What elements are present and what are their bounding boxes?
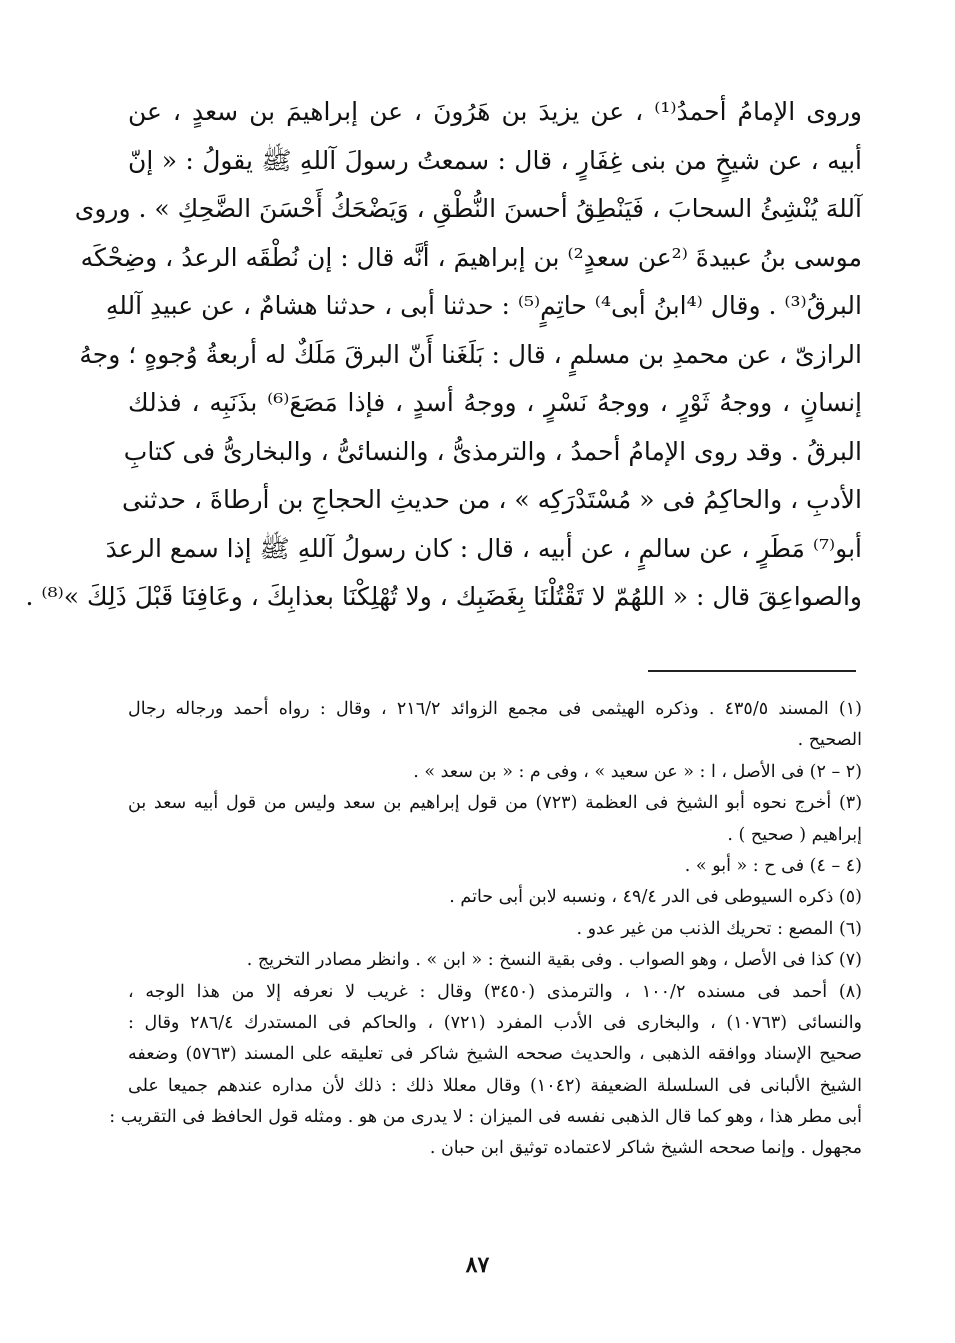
footnotes-block: [109, 694, 863, 1165]
footnote-line: والنسائى (١٠٧٦٣) ، والبخارى فى الأدب المفرد (٧٢١) ، والحاكم فى المستدرك ٢٨٦/٤ وقال :: [128, 1012, 863, 1033]
main-text-block: [25, 88, 862, 622]
footnote-line: (٢ – ٢) فى الأصل ، ا : « عن سعيد » ، وفى م : « بن سعد » .: [413, 761, 862, 782]
footnote-line: (١) المسند ٤٣٥/٥ . وذكره الهيثمى فى مجمع الزوائد ٢١٦/٢ ، وقال : رواه أحمد ورجاله رجال: [128, 699, 862, 719]
page-number: ٨٧: [465, 1252, 490, 1278]
main-text-line: البرقُ⁽³⁾ . وقال ⁽⁴ابنُ أبى⁴⁾ حاتِمٍ⁽⁵⁾ : حدثنا أبى ، حدثنا هشامٌ ، عن عبيدِ آللهِ: [105, 291, 862, 320]
footnote-line: الصحيح .: [797, 730, 862, 751]
main-text-line: والصواعِقَ قال : « اللهُمّ لا تَقْتُلْنَا بِغَضَبِك ، ولا تُهْلِكْنَا بعذابِكَ ، وعَافِنَا قَبْلَ ذَلِكَ »⁽⁸⁾ .: [25, 582, 862, 611]
main-text-line: البرقُ . وقد روى الإمامُ أحمدُ ، والترمذىُّ ، والنسائىُّ ، والبخارىُّ فى كتابِ: [123, 436, 862, 466]
footnote-divider: [648, 670, 856, 672]
main-text-line: موسى بنُ عبيدةَ ⁽²عن سعدٍ²⁾ بن إبراهيمَ ، أنَّه قال : إن نُطْقَه الرعدُ ، وضِحْكَه: [80, 242, 862, 272]
main-text-line: آللهَ يُنْشِئُ السحابَ ، فَيَنْطِقُ أحسنَ النُّطْقِ ، وَيَضْحَكُ أَحْسَنَ الضَّحِكِ » . وروى: [74, 194, 862, 223]
footnote-line: (٨) أحمد فى مسنده ١٠٠/٢ ، والترمذى (٣٤٥٠) وقال : غريب لا نعرفه إلا من هذا الوجه ،: [128, 981, 862, 1002]
footnote-line: صحيح الإسناد ووافقه الذهبى ، والحديث صححه الشيخ شاكر فى تعليقه على المسند (٥٧٦٣) وضعفه: [128, 1044, 862, 1065]
footnote-line: إبراهيم ( صحيح ) .: [727, 824, 862, 845]
footnote-line: (٣) أخرج نحوه أبو الشيخ فى العظمة (٧٢٣) من قول إبراهيم بن سعد وليس من قول أبيه سعد بن: [128, 793, 863, 814]
main-text-line: أبيه ، عن شيخٍ من بنى غِفَارٍ ، قال : سمعتُ رسولَ آللهِ ﷺ يقولُ : « إنّ: [128, 145, 862, 175]
footnote-line: (٧) كذا فى الأصل ، وهو الصواب . وفى بقية النسخ : « ابن » . وانظر مصادر التخريج .: [246, 950, 862, 971]
main-text-line: أبو⁽⁷⁾ مَطَرٍ ، عن سالمٍ ، عن أبيه ، قال : كان رسولُ آللهِ ﷺ إذا سمع الرعدَ: [105, 533, 862, 563]
footnote-line: (٦) المصع : تحريك الذنب من غير عدو .: [576, 918, 862, 939]
main-text-line: الرازىّ ، عن محمدِ بن مسلمٍ ، قال : بَلَغَنا أَنّ البرقَ مَلَكٌ له أربعةُ وُجوهٍ ؛ وجهُ: [79, 339, 862, 369]
footnote-line: (٥) ذكره السيوطى فى الدر ٤٩/٤ ، ونسبه لابن أبى حاتم .: [449, 887, 862, 908]
footnote-line: مجهول . وإنما صححه الشيخ شاكر لاعتماده توثيق ابن حبان .: [429, 1138, 862, 1159]
footnote-line: (٤ – ٤) فى ح : « أبو » .: [684, 855, 862, 876]
footnote-line: الشيخ الألبانى فى السلسلة الضعيفة (١٠٤٢) وقال معللا ذلك : ذلك لأن مداره عندهم جميعا على: [128, 1075, 862, 1096]
footnote-line: أبى مطر هذا ، وهو كما قال الذهبى نفسه فى الميزان : لا يدرى من هو . ومثله قول الحافظ فى التقريب :: [109, 1107, 862, 1128]
main-text-line: إنسانٍ ، ووجهُ ثَوْرٍ ، ووجهُ نَسْرٍ ، ووجهُ أسدٍ ، فإذا مَصَعَ⁽⁶⁾ بذَنَبِه ، فذلك: [128, 388, 862, 417]
main-text-line: الأدبِ ، والحاكِمُ فى « مُسْتَدْرَكِه » ، من حديثِ الحجاجِ بن أرطاةَ ، حدثنى: [121, 485, 862, 514]
main-text-line: وروى الإمامُ أحمدُ⁽¹⁾ ، عن يزيدَ بن هَرُونَ ، عن إبراهيمَ بن سعدٍ ، عن: [128, 97, 862, 126]
